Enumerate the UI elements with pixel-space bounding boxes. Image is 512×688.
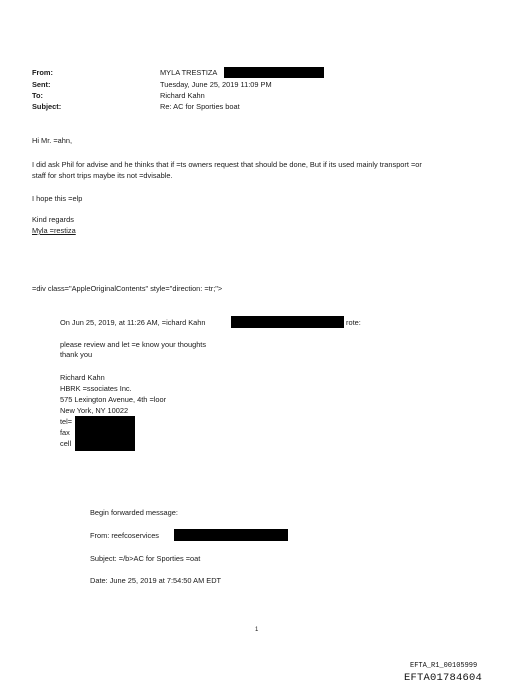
forward-heading: Begin forwarded message: (90, 508, 178, 517)
sig-cell: cell (60, 439, 72, 448)
redaction-quote-email (231, 316, 344, 328)
sig-address: 575 Lexington Avenue, 4th =loor (60, 395, 167, 404)
body-line-2: staff for short trips maybe its not =dvisable. (32, 171, 173, 180)
quote-intro-end: rote: (346, 318, 361, 327)
sig-name: Richard Kahn (60, 373, 105, 382)
sent-label: Sent: (32, 80, 51, 89)
to-value: Richard Kahn (160, 91, 205, 100)
page-number: 1 (255, 627, 259, 633)
body-hope: I hope this =elp (32, 194, 83, 203)
sig-tel: tel= (60, 417, 73, 426)
sent-value: Tuesday, June 25, 2019 11:09 PM (160, 80, 272, 89)
forward-date: Date: June 25, 2019 at 7:54:50 AM EDT (90, 576, 222, 585)
redaction-forward-email (174, 529, 288, 541)
from-value: MYLA TRESTIZA (160, 68, 218, 77)
redaction-from-email (224, 67, 324, 78)
sig-company: HBRK =ssociates Inc. (60, 384, 132, 393)
bates-stamp-small: EFTA_R1_00105999 (410, 662, 478, 670)
quote-line-1: please review and let =e know your thoughts (60, 340, 207, 349)
subject-value: Re: AC for Sporties boat (160, 102, 240, 111)
sig-city: New York, NY 10022 (60, 406, 129, 415)
body-line-1: I did ask Phil for advise and he thinks that if =ts owners request that should be done, But if its used mainly transport =or (32, 160, 422, 169)
signature-name: Myla =restiza (32, 226, 76, 235)
greeting: Hi Mr. =ahn, (32, 136, 73, 145)
subject-label: Subject: (32, 102, 62, 111)
quote-intro: On Jun 25, 2019, at 11:26 AM, =ichard Kahn (60, 318, 206, 327)
bates-stamp-large: EFTA01784604 (404, 672, 483, 684)
redaction-phone-numbers (75, 416, 135, 451)
quote-line-2: thank you (60, 350, 93, 359)
forward-subject: Subject: =/b>AC for Sporties =oat (90, 554, 201, 563)
sig-fax: fax (60, 428, 70, 437)
sign-off: Kind regards (32, 215, 74, 224)
to-label: To: (32, 91, 43, 100)
forward-from: From: reefcoservices (90, 531, 159, 540)
from-label: From: (32, 68, 53, 77)
html-artifact: =div class="AppleOriginalContents" style="direction: =tr;"> (32, 284, 223, 293)
